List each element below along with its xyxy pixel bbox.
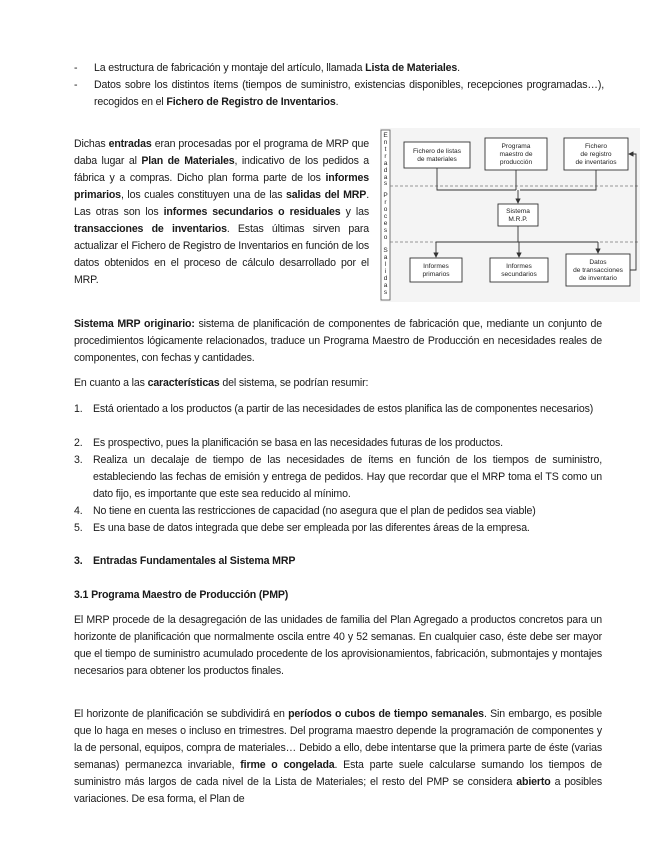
- section-heading: 3. Entradas Fundamentales al Sistema MRP: [74, 555, 296, 567]
- svg-text:s: s: [383, 289, 388, 296]
- svg-text:a: a: [383, 254, 388, 261]
- svg-text:de inventarios: de inventarios: [575, 159, 617, 166]
- svg-text:de registro: de registro: [580, 151, 612, 158]
- subsection-heading: 3.1 Programa Maestro de Producción (PMP): [74, 589, 289, 601]
- svg-text:M.R.P.: M.R.P.: [508, 216, 528, 223]
- mrp-diagram: [380, 128, 640, 302]
- svg-text:t: t: [384, 146, 387, 153]
- mrp-definition-paragraph: Sistema MRP originario: sistema de planificación de componentes de fabricación que, mediante un conjunto de procedimientos lógicamente relacionados, traduce un Programa Maestro de Producción en necesidades reales de componentes, con fechas y cantidades.: [74, 318, 602, 364]
- svg-text:o: o: [383, 206, 388, 213]
- process-box-mrp: [498, 204, 538, 226]
- svg-text:d: d: [383, 275, 388, 282]
- svg-text:c: c: [383, 213, 388, 220]
- input-box-listas: [404, 142, 470, 168]
- svg-text:producción: producción: [499, 159, 533, 166]
- svg-text:r: r: [384, 199, 387, 206]
- output-box-primarios: [410, 258, 462, 282]
- svg-text:o: o: [383, 234, 388, 241]
- svg-text:n: n: [383, 139, 388, 146]
- svg-text:Informes: Informes: [506, 263, 532, 270]
- svg-text:de inventario: de inventario: [579, 275, 617, 282]
- svg-text:E: E: [383, 132, 388, 139]
- list-item: 5. Es una base de datos integrada que debe ser empleada por las diferentes áreas de la empresa.: [74, 522, 530, 534]
- bullet-dash: -: [74, 79, 78, 91]
- svg-text:P: P: [383, 192, 388, 199]
- svg-text:de transacciones: de transacciones: [573, 267, 623, 274]
- bullet-item: - La estructura de fabricación y montaje del artículo, llamada Lista de Materiales.: [74, 60, 604, 77]
- pmp-paragraph-2: El horizonte de planificación se subdividirá en períodos o cubos de tiempo semanales. Sin embargo, es posible que lo haga en meses o incluso en trimestres. Del programa maestro depende la programación de componentes y la de personal, equipos, compra de materiales… Debido a ello, debe intentarse que la primera parte de éste (varias semanas) permanezca invariable, firme o congelada. Esta parte suele calcularse sumando los tiempos de suministro más largos de cada nivel de la Lista de Materiales; el resto del PMP se considera abierto a posibles variaciones. De esa forma, el Plan de: [74, 708, 603, 805]
- svg-text:Sistema: Sistema: [506, 208, 530, 215]
- svg-text:Informes: Informes: [423, 263, 449, 270]
- svg-text:l: l: [384, 261, 387, 268]
- svg-text:maestro de: maestro de: [499, 151, 533, 158]
- output-box-secundarios: [490, 258, 548, 282]
- svg-text:a: a: [383, 160, 388, 167]
- bullet-item: - Datos sobre los distintos ítems (tiempos de suministro, existencias disponibles, recepciones programadas…), recogidos en el Fichero de Registro de Inventarios.: [74, 79, 604, 108]
- mrp-diagram-svg: [380, 128, 640, 302]
- svg-text:s: s: [383, 180, 388, 187]
- svg-text:secundarios: secundarios: [501, 271, 537, 278]
- list-item: 4. No tiene en cuenta las restricciones de capacidad (no asegura que el plan de pedidos sea viable): [74, 505, 536, 517]
- svg-text:i: i: [384, 268, 387, 275]
- bullet-dash: -: [74, 62, 78, 74]
- svg-text:Fichero de listas: Fichero de listas: [412, 148, 462, 155]
- output-box-transacciones: [566, 254, 630, 286]
- svg-text:s: s: [383, 227, 388, 234]
- svg-text:S: S: [383, 247, 388, 254]
- svg-text:r: r: [384, 153, 387, 160]
- svg-text:primarios: primarios: [422, 271, 450, 278]
- svg-text:e: e: [383, 220, 388, 227]
- pmp-paragraph-1: El MRP procede de la desagregación de las unidades de familia del Plan Agregado a productos concretos para un horizonte de planificación que normalmente oscila entre 40 y 52 semanas. En cualquier caso, éste debe ser mayor que el tiempo de suministro acumulado procedente de los aprovisionamientos, fabricación, submontajes y montajes necesarios para obtener los productos finales.: [74, 614, 602, 677]
- list-item: 1. Está orientado a los productos (a partir de las necesidades de estos planifica las de componentes necesarios): [74, 403, 594, 415]
- characteristics-intro: En cuanto a las características del sistema, se podrían resumir:: [74, 377, 369, 389]
- svg-text:d: d: [383, 167, 388, 174]
- svg-text:Programa: Programa: [501, 143, 531, 150]
- input-box-pmp: [485, 138, 547, 170]
- entradas-paragraph: Dichas entradas eran procesadas por el programa de MRP que daba lugar al Plan de Materiales, indicativo de los pedidos a fábrica y a compras. Dicho plan forma parte de los informes primarios, los cuales constituyen una de las salidas del MRP. Las otras son los informes secundarios o residuales y las transacciones de inventarios. Estas últimas sirven para actualizar el Fichero de Registro de Inventarios en función de los datos obtenidos en el proceso de cálculo desarrollado por el MRP.: [74, 138, 370, 286]
- list-item: 2. Es prospectivo, pues la planificación se basa en las necesidades futuras de los productos.: [74, 437, 503, 449]
- input-box-inventarios: [564, 138, 628, 170]
- list-item: 3. Realiza un decalaje de tiempo de las necesidades de ítems en función de los tiempos de suministro, estableciendo las fechas de emisión y entrega de pedidos. Hay que recordar que el MRP toma el TS como un dato fijo, es importante que este sea reducido al mínimo.: [74, 454, 602, 500]
- svg-text:de materiales: de materiales: [417, 156, 457, 163]
- svg-text:Fichero: Fichero: [585, 143, 607, 150]
- svg-text:a: a: [383, 282, 388, 289]
- svg-text:a: a: [383, 174, 388, 181]
- svg-text:Datos: Datos: [589, 259, 607, 266]
